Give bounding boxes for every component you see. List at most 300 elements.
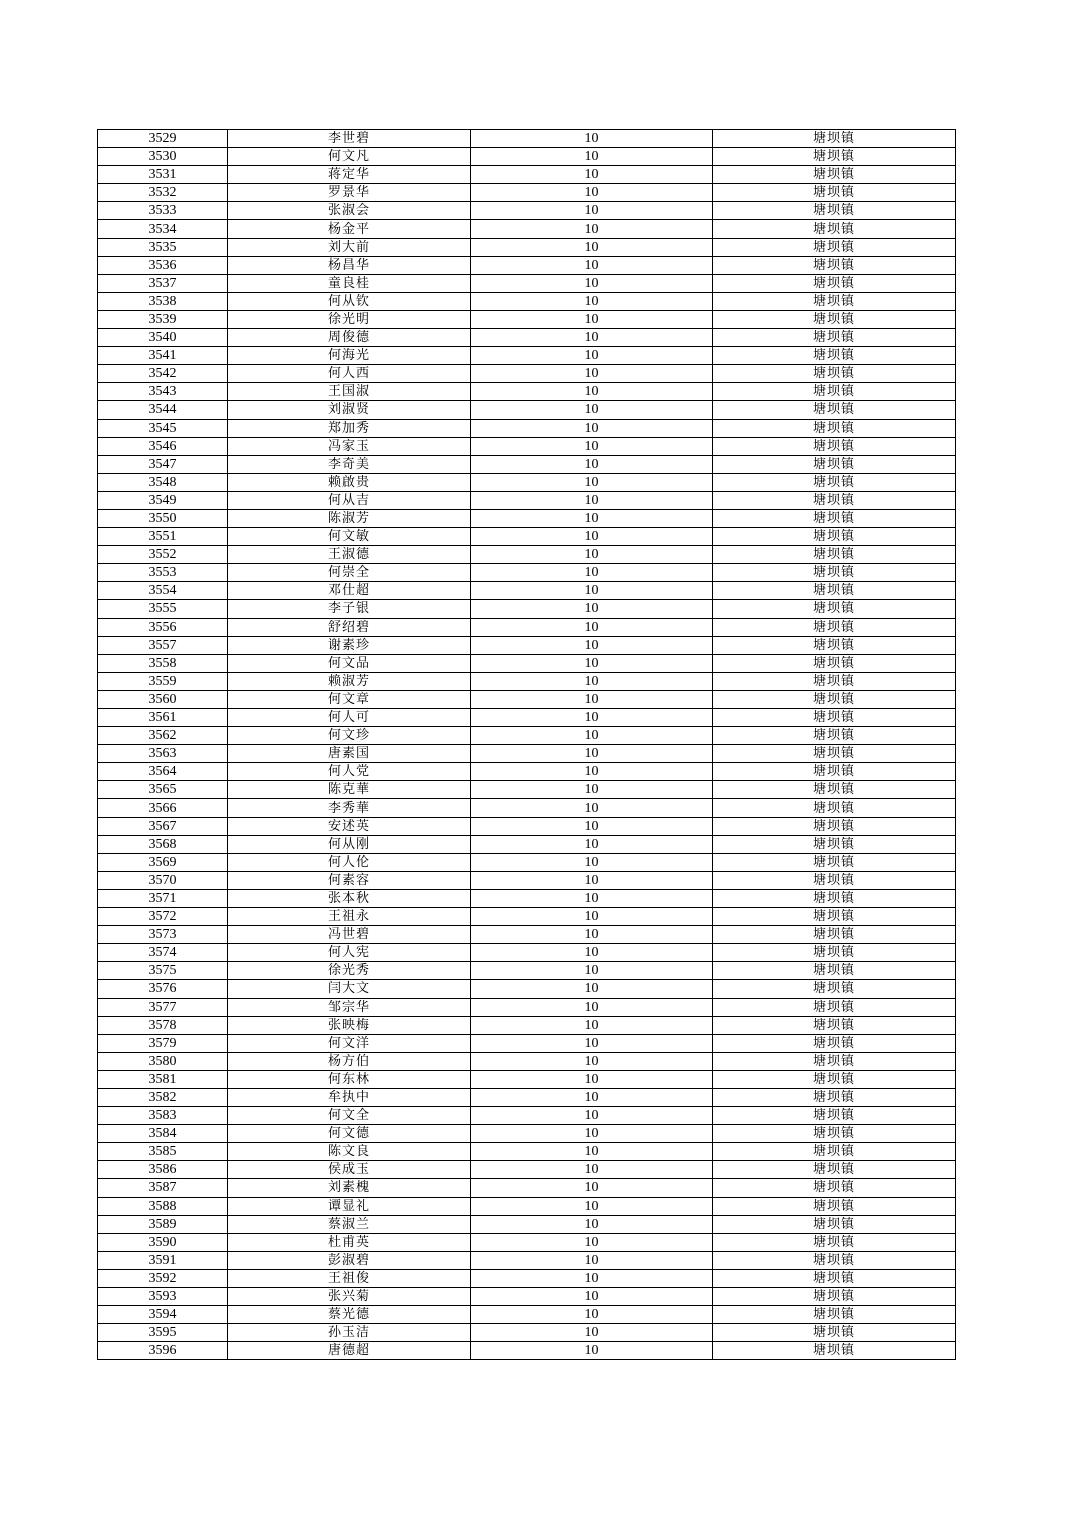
town-cell: 塘坝镇 [713,1179,956,1197]
table-row [98,202,956,220]
amount-cell: 10 [471,998,713,1016]
name-cell: 谢素珍 [228,636,471,654]
name-cell: 冯世碧 [228,926,471,944]
town-cell: 塘坝镇 [713,401,956,419]
table-row [98,1088,956,1106]
row-number-cell: 3590 [98,1233,228,1251]
name-cell: 何文品 [228,654,471,672]
row-number-cell: 3558 [98,654,228,672]
town-cell: 塘坝镇 [713,1251,956,1269]
table-row [98,745,956,763]
table-row [98,727,956,745]
town-cell: 塘坝镇 [713,274,956,292]
name-cell: 何人党 [228,763,471,781]
town-cell: 塘坝镇 [713,853,956,871]
table-row [98,709,956,727]
row-number-cell: 3574 [98,944,228,962]
row-number-cell: 3589 [98,1215,228,1233]
table-row [98,799,956,817]
row-number-cell: 3566 [98,799,228,817]
town-cell: 塘坝镇 [713,1052,956,1070]
amount-cell: 10 [471,365,713,383]
amount-cell: 10 [471,709,713,727]
row-number-cell: 3586 [98,1161,228,1179]
table-row [98,944,956,962]
row-number-cell: 3533 [98,202,228,220]
name-cell: 侯成玉 [228,1161,471,1179]
town-cell: 塘坝镇 [713,437,956,455]
table-row [98,274,956,292]
amount-cell: 10 [471,1088,713,1106]
town-cell: 塘坝镇 [713,727,956,745]
town-cell: 塘坝镇 [713,1233,956,1251]
town-cell: 塘坝镇 [713,1161,956,1179]
amount-cell: 10 [471,1016,713,1034]
amount-cell: 10 [471,473,713,491]
row-number-cell: 3585 [98,1143,228,1161]
row-number-cell: 3531 [98,166,228,184]
table-row [98,473,956,491]
town-cell: 塘坝镇 [713,202,956,220]
table-row [98,1269,956,1287]
town-cell: 塘坝镇 [713,582,956,600]
row-number-cell: 3570 [98,871,228,889]
town-cell: 塘坝镇 [713,491,956,509]
name-cell: 杨金平 [228,220,471,238]
row-number-cell: 3568 [98,835,228,853]
amount-cell: 10 [471,1179,713,1197]
row-number-cell: 3595 [98,1324,228,1342]
amount-cell: 10 [471,853,713,871]
amount-cell: 10 [471,727,713,745]
table-row [98,1251,956,1269]
town-cell: 塘坝镇 [713,238,956,256]
table-row [98,889,956,907]
table-row [98,998,956,1016]
amount-cell: 10 [471,835,713,853]
table-row [98,1070,956,1088]
table-row [98,926,956,944]
table-row [98,1197,956,1215]
name-cell: 何文全 [228,1107,471,1125]
table-row [98,980,956,998]
row-number-cell: 3572 [98,908,228,926]
row-number-cell: 3544 [98,401,228,419]
amount-cell: 10 [471,148,713,166]
table-row [98,690,956,708]
amount-cell: 10 [471,690,713,708]
amount-cell: 10 [471,908,713,926]
row-number-cell: 3535 [98,238,228,256]
table-row [98,383,956,401]
name-cell: 何文德 [228,1125,471,1143]
town-cell: 塘坝镇 [713,473,956,491]
name-cell: 何人西 [228,365,471,383]
amount-cell: 10 [471,1107,713,1125]
amount-cell: 10 [471,980,713,998]
amount-cell: 10 [471,654,713,672]
amount-cell: 10 [471,1269,713,1287]
town-cell: 塘坝镇 [713,817,956,835]
name-cell: 邓仕超 [228,582,471,600]
row-number-cell: 3532 [98,184,228,202]
table-row [98,256,956,274]
amount-cell: 10 [471,1306,713,1324]
table-row [98,1324,956,1342]
table-row [98,220,956,238]
amount-cell: 10 [471,799,713,817]
row-number-cell: 3580 [98,1052,228,1070]
town-cell: 塘坝镇 [713,546,956,564]
row-number-cell: 3550 [98,509,228,527]
row-number-cell: 3559 [98,672,228,690]
name-cell: 刘淑贤 [228,401,471,419]
amount-cell: 10 [471,310,713,328]
name-cell: 张本秋 [228,889,471,907]
town-cell: 塘坝镇 [713,148,956,166]
amount-cell: 10 [471,383,713,401]
amount-cell: 10 [471,1034,713,1052]
town-cell: 塘坝镇 [713,636,956,654]
table-row [98,1143,956,1161]
row-number-cell: 3575 [98,962,228,980]
name-cell: 赖淑芳 [228,672,471,690]
amount-cell: 10 [471,618,713,636]
name-cell: 何文章 [228,690,471,708]
row-number-cell: 3569 [98,853,228,871]
amount-cell: 10 [471,745,713,763]
name-cell: 周俊德 [228,329,471,347]
row-number-cell: 3591 [98,1251,228,1269]
row-number-cell: 3560 [98,690,228,708]
row-number-cell: 3541 [98,347,228,365]
name-cell: 张兴菊 [228,1288,471,1306]
name-cell: 赖啟贵 [228,473,471,491]
name-cell: 谭显礼 [228,1197,471,1215]
row-number-cell: 3552 [98,546,228,564]
name-cell: 何人可 [228,709,471,727]
table-row [98,1161,956,1179]
row-number-cell: 3564 [98,763,228,781]
row-number-cell: 3536 [98,256,228,274]
town-cell: 塘坝镇 [713,944,956,962]
amount-cell: 10 [471,419,713,437]
amount-cell: 10 [471,1161,713,1179]
row-number-cell: 3565 [98,781,228,799]
name-cell: 童良桂 [228,274,471,292]
row-number-cell: 3539 [98,310,228,328]
town-cell: 塘坝镇 [713,998,956,1016]
name-cell: 陈克華 [228,781,471,799]
town-cell: 塘坝镇 [713,1143,956,1161]
town-cell: 塘坝镇 [713,763,956,781]
table-row [98,600,956,618]
table-row [98,1016,956,1034]
town-cell: 塘坝镇 [713,256,956,274]
table-row [98,1034,956,1052]
amount-cell: 10 [471,600,713,618]
row-number-cell: 3546 [98,437,228,455]
table-row [98,817,956,835]
amount-cell: 10 [471,1342,713,1360]
table-row [98,582,956,600]
table-row [98,654,956,672]
row-number-cell: 3557 [98,636,228,654]
amount-cell: 10 [471,1125,713,1143]
row-number-cell: 3573 [98,926,228,944]
amount-cell: 10 [471,871,713,889]
amount-cell: 10 [471,401,713,419]
amount-cell: 10 [471,1251,713,1269]
table-row [98,329,956,347]
row-number-cell: 3561 [98,709,228,727]
name-cell: 唐素国 [228,745,471,763]
name-cell: 蔡光德 [228,1306,471,1324]
table-row [98,564,956,582]
amount-cell: 10 [471,166,713,184]
amount-cell: 10 [471,528,713,546]
table-row [98,365,956,383]
row-number-cell: 3587 [98,1179,228,1197]
row-number-cell: 3579 [98,1034,228,1052]
name-cell: 何从刚 [228,835,471,853]
name-cell: 何东林 [228,1070,471,1088]
amount-cell: 10 [471,1052,713,1070]
amount-cell: 10 [471,1324,713,1342]
name-cell: 何从钦 [228,292,471,310]
town-cell: 塘坝镇 [713,908,956,926]
town-cell: 塘坝镇 [713,962,956,980]
row-number-cell: 3554 [98,582,228,600]
town-cell: 塘坝镇 [713,166,956,184]
amount-cell: 10 [471,202,713,220]
town-cell: 塘坝镇 [713,365,956,383]
table-row [98,763,956,781]
amount-cell: 10 [471,817,713,835]
table-row [98,871,956,889]
amount-cell: 10 [471,926,713,944]
table-row [98,419,956,437]
table-row [98,528,956,546]
town-cell: 塘坝镇 [713,1342,956,1360]
amount-cell: 10 [471,130,713,148]
row-number-cell: 3582 [98,1088,228,1106]
row-number-cell: 3562 [98,727,228,745]
row-number-cell: 3593 [98,1288,228,1306]
name-cell: 王祖永 [228,908,471,926]
table-row [98,148,956,166]
town-cell: 塘坝镇 [713,1288,956,1306]
town-cell: 塘坝镇 [713,781,956,799]
row-number-cell: 3529 [98,130,228,148]
town-cell: 塘坝镇 [713,1197,956,1215]
town-cell: 塘坝镇 [713,654,956,672]
name-cell: 何海光 [228,347,471,365]
table-row [98,672,956,690]
name-cell: 安述英 [228,817,471,835]
row-number-cell: 3548 [98,473,228,491]
town-cell: 塘坝镇 [713,1088,956,1106]
table-row [98,962,956,980]
name-cell: 郑加秀 [228,419,471,437]
amount-cell: 10 [471,347,713,365]
table-row [98,455,956,473]
amount-cell: 10 [471,256,713,274]
name-cell: 李子银 [228,600,471,618]
table-row [98,1306,956,1324]
table-row [98,1179,956,1197]
town-cell: 塘坝镇 [713,1215,956,1233]
amount-cell: 10 [471,1070,713,1088]
town-cell: 塘坝镇 [713,745,956,763]
name-cell: 彭淑碧 [228,1251,471,1269]
name-cell: 陈淑芳 [228,509,471,527]
town-cell: 塘坝镇 [713,220,956,238]
town-cell: 塘坝镇 [713,709,956,727]
town-cell: 塘坝镇 [713,329,956,347]
name-cell: 王国淑 [228,383,471,401]
table-row [98,292,956,310]
table-row [98,347,956,365]
town-cell: 塘坝镇 [713,383,956,401]
name-cell: 何文敏 [228,528,471,546]
name-cell: 王祖俊 [228,1269,471,1287]
town-cell: 塘坝镇 [713,889,956,907]
row-number-cell: 3542 [98,365,228,383]
name-cell: 舒绍碧 [228,618,471,636]
town-cell: 塘坝镇 [713,799,956,817]
amount-cell: 10 [471,437,713,455]
name-cell: 何文洋 [228,1034,471,1052]
name-cell: 张映梅 [228,1016,471,1034]
amount-cell: 10 [471,292,713,310]
name-cell: 邹宗华 [228,998,471,1016]
town-cell: 塘坝镇 [713,509,956,527]
town-cell: 塘坝镇 [713,926,956,944]
amount-cell: 10 [471,509,713,527]
row-number-cell: 3596 [98,1342,228,1360]
table-row [98,166,956,184]
name-cell: 杨方伯 [228,1052,471,1070]
town-cell: 塘坝镇 [713,184,956,202]
row-number-cell: 3584 [98,1125,228,1143]
town-cell: 塘坝镇 [713,130,956,148]
row-number-cell: 3538 [98,292,228,310]
row-number-cell: 3583 [98,1107,228,1125]
row-number-cell: 3556 [98,618,228,636]
town-cell: 塘坝镇 [713,1107,956,1125]
town-cell: 塘坝镇 [713,1269,956,1287]
table-row [98,1125,956,1143]
town-cell: 塘坝镇 [713,871,956,889]
name-cell: 王淑德 [228,546,471,564]
row-number-cell: 3540 [98,329,228,347]
name-cell: 李奇美 [228,455,471,473]
name-cell: 蒋定华 [228,166,471,184]
town-cell: 塘坝镇 [713,618,956,636]
name-cell: 刘素槐 [228,1179,471,1197]
name-cell: 罗景华 [228,184,471,202]
name-cell: 冯家玉 [228,437,471,455]
amount-cell: 10 [471,274,713,292]
row-number-cell: 3567 [98,817,228,835]
name-cell: 徐光秀 [228,962,471,980]
row-number-cell: 3555 [98,600,228,618]
town-cell: 塘坝镇 [713,690,956,708]
town-cell: 塘坝镇 [713,292,956,310]
table-row [98,618,956,636]
town-cell: 塘坝镇 [713,1324,956,1342]
row-number-cell: 3530 [98,148,228,166]
table-row [98,491,956,509]
table-row [98,184,956,202]
table-row [98,1107,956,1125]
name-cell: 牟执中 [228,1088,471,1106]
row-number-cell: 3571 [98,889,228,907]
town-cell: 塘坝镇 [713,310,956,328]
row-number-cell: 3576 [98,980,228,998]
table-row [98,509,956,527]
town-cell: 塘坝镇 [713,1070,956,1088]
amount-cell: 10 [471,455,713,473]
amount-cell: 10 [471,238,713,256]
table-row [98,1288,956,1306]
name-cell: 何崇全 [228,564,471,582]
row-number-cell: 3594 [98,1306,228,1324]
table-row [98,853,956,871]
table-row [98,908,956,926]
amount-cell: 10 [471,781,713,799]
name-cell: 何人伦 [228,853,471,871]
name-cell: 孙玉洁 [228,1324,471,1342]
row-number-cell: 3543 [98,383,228,401]
town-cell: 塘坝镇 [713,835,956,853]
row-number-cell: 3563 [98,745,228,763]
amount-cell: 10 [471,1197,713,1215]
amount-cell: 10 [471,962,713,980]
amount-cell: 10 [471,220,713,238]
table-row [98,781,956,799]
town-cell: 塘坝镇 [713,1125,956,1143]
town-cell: 塘坝镇 [713,528,956,546]
table-row [98,1342,956,1360]
amount-cell: 10 [471,1288,713,1306]
name-cell: 徐光明 [228,310,471,328]
name-cell: 张淑会 [228,202,471,220]
table-row [98,835,956,853]
table-row [98,238,956,256]
roster-table [97,129,956,1360]
row-number-cell: 3588 [98,1197,228,1215]
amount-cell: 10 [471,1143,713,1161]
row-number-cell: 3551 [98,528,228,546]
name-cell: 何从吉 [228,491,471,509]
row-number-cell: 3553 [98,564,228,582]
table-row [98,437,956,455]
amount-cell: 10 [471,582,713,600]
amount-cell: 10 [471,889,713,907]
town-cell: 塘坝镇 [713,347,956,365]
table-row [98,636,956,654]
name-cell: 闫大文 [228,980,471,998]
town-cell: 塘坝镇 [713,564,956,582]
name-cell: 李秀華 [228,799,471,817]
amount-cell: 10 [471,1233,713,1251]
name-cell: 李世碧 [228,130,471,148]
town-cell: 塘坝镇 [713,1016,956,1034]
row-number-cell: 3578 [98,1016,228,1034]
name-cell: 唐德超 [228,1342,471,1360]
